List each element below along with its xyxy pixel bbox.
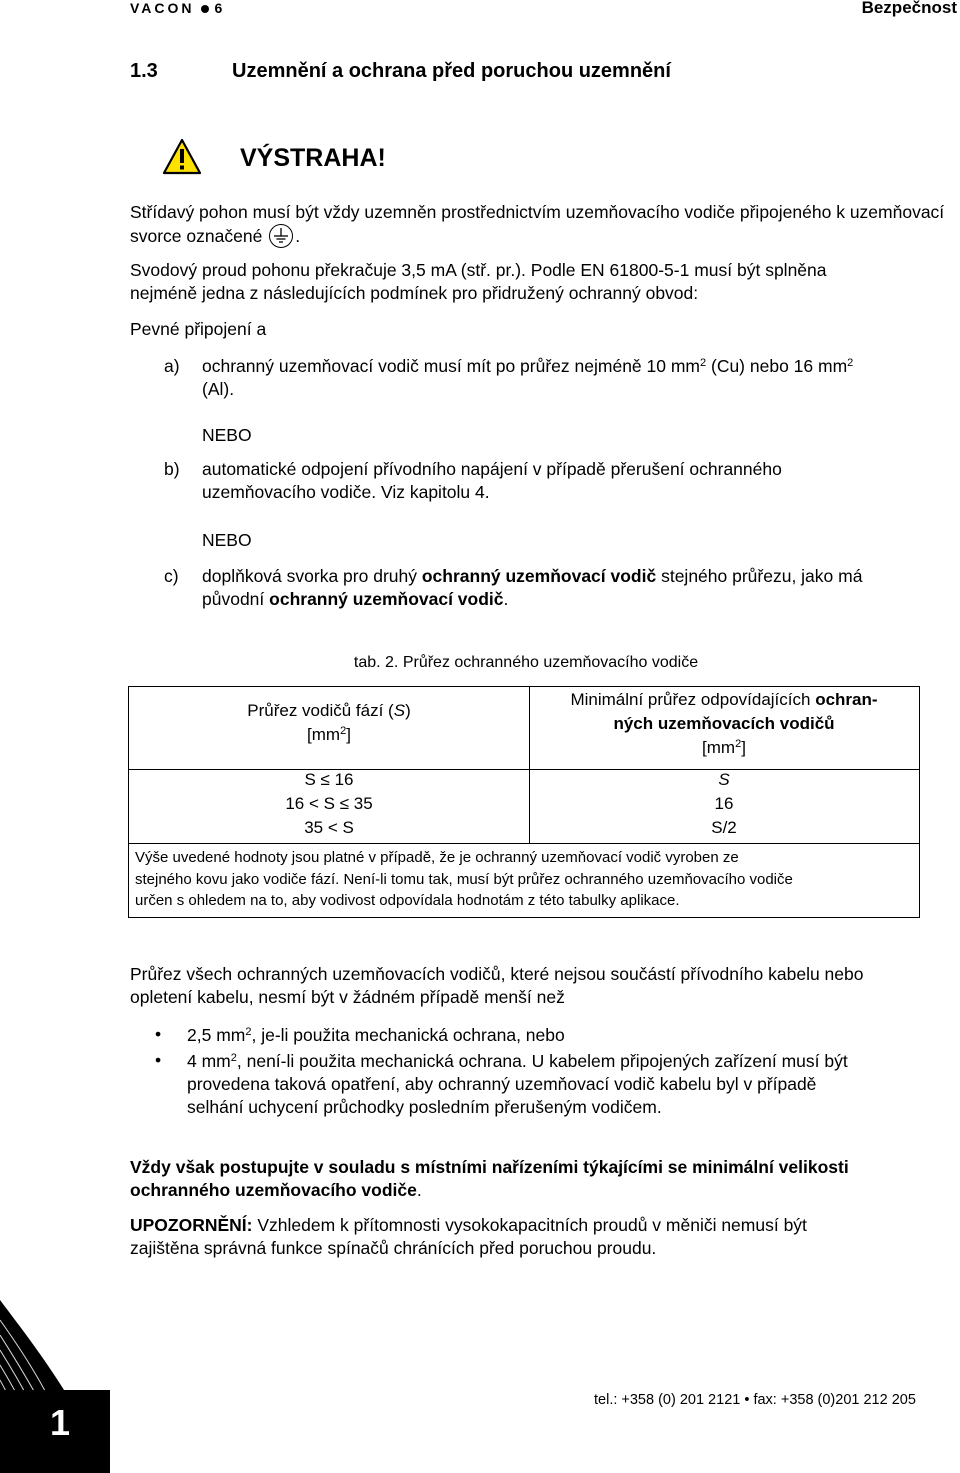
b1-sup: 2 bbox=[245, 1026, 252, 1038]
or-separator: NEBO bbox=[202, 530, 252, 550]
para-grounding-text: Střídavý pohon musí být vždy uzemněn prostřednictvím uzemňovacího vodiče připojeného k uzemňovací svorce označené bbox=[130, 202, 945, 246]
th-right-sup: 2 bbox=[735, 738, 742, 750]
bullet-item-2 bbox=[187, 1050, 947, 1119]
decorative-wave-graphic bbox=[0, 1300, 110, 1473]
b1-post: , je-li použita mechanická ochrana, nebo bbox=[251, 1025, 565, 1045]
brand-name: VACON bbox=[130, 0, 195, 16]
brand-logo bbox=[130, 0, 225, 16]
para-local-regulations-end: . bbox=[416, 1180, 422, 1200]
th-left-text: Průřez vodičů fází ( bbox=[247, 701, 394, 720]
item-c-bold2: ochranný uzemňovací vodič bbox=[269, 589, 504, 609]
table-divider bbox=[129, 843, 919, 844]
warning-title: VÝSTRAHA! bbox=[240, 144, 386, 172]
bullet-icon: • bbox=[155, 1024, 162, 1044]
para-grounding-tail: . bbox=[295, 226, 301, 246]
item-c-pre2: původní bbox=[202, 589, 270, 609]
bullet-icon: • bbox=[155, 1050, 162, 1070]
conductor-table bbox=[128, 686, 920, 918]
section-number: 1.3 bbox=[130, 60, 158, 82]
para-local-regulations bbox=[130, 1156, 945, 1202]
item-a-sup2: 2 bbox=[847, 357, 854, 369]
table-note-line: Výše uvedené hodnoty jsou platné v případě, že je ochranný uzemňovací vodič vyroben ze bbox=[135, 849, 739, 866]
table-cell: S/2 bbox=[711, 818, 737, 837]
b2-sup: 2 bbox=[230, 1052, 237, 1064]
para-notice bbox=[130, 1214, 945, 1260]
para-leakage-line2: nejméně jedna z následujících podmínek pro přidružený ochranný obvod: bbox=[130, 283, 699, 303]
b2-line3: selhání uchycení průchodky posledním přerušeným vodičem. bbox=[187, 1097, 662, 1117]
para-grounding bbox=[130, 201, 945, 248]
item-c-end: . bbox=[503, 589, 509, 609]
table-cell: 16 bbox=[714, 794, 734, 813]
separator-dot-icon bbox=[201, 5, 209, 13]
para-cross-section-line2: opletení kabelu, nesmí být v žádném případě menší než bbox=[130, 987, 565, 1007]
th-left-s: S bbox=[393, 701, 406, 720]
table-cell: 35 < S bbox=[304, 818, 354, 837]
warning-triangle-icon bbox=[162, 138, 202, 176]
item-b-line1: automatické odpojení přívodního napájení v případě přerušení ochranného bbox=[202, 459, 782, 479]
list-label-a: a) bbox=[164, 356, 180, 376]
th-right-end: ] bbox=[741, 738, 746, 757]
header-section-name: Bezpečnost bbox=[861, 0, 957, 17]
item-a-line2: (Al). bbox=[202, 379, 235, 399]
section-title-text: Uzemnění a ochrana před poruchou uzemnění bbox=[232, 60, 671, 82]
item-c-pre: doplňková svorka pro druhý bbox=[202, 566, 422, 586]
bullet-item-1 bbox=[187, 1024, 947, 1047]
notice-line1: Vzhledem k přítomnosti vysokokapacitních proudů v měniči nemusí být bbox=[252, 1215, 807, 1235]
item-a-mid: (Cu) nebo 16 mm bbox=[706, 356, 848, 376]
list-label-b: b) bbox=[164, 459, 180, 479]
b1-pre: 2,5 mm bbox=[187, 1025, 246, 1045]
b2-line2: provedena taková opatření, aby ochranný uzemňovací vodič kabelu byl v případě bbox=[187, 1074, 817, 1094]
footer-page-number: 1 bbox=[50, 1402, 71, 1443]
item-a-sup1: 2 bbox=[700, 357, 707, 369]
table-note-line: stejného kovu jako vodiče fází. Není-li tomu tak, musí být průřez ochranného uzemňovacího vodiče bbox=[135, 870, 793, 888]
table-header-left bbox=[129, 699, 529, 747]
list-text-b bbox=[202, 458, 947, 504]
item-c-bold1: ochranný uzemňovací vodič bbox=[421, 566, 657, 586]
table-cell: S ≤ 16 bbox=[304, 770, 354, 789]
table-header-right bbox=[529, 688, 919, 760]
para-local-regulations-line2: ochranného uzemňovacího vodiče bbox=[130, 1180, 417, 1200]
table-left-values bbox=[129, 768, 529, 840]
header-page-number: 6 bbox=[214, 0, 226, 16]
or-separator: NEBO bbox=[202, 425, 252, 445]
list-text-c bbox=[202, 565, 947, 611]
table-right-values bbox=[529, 768, 919, 840]
table-cell: 16 < S ≤ 35 bbox=[285, 794, 373, 813]
para-local-regulations-line1: Vždy však postupujte v souladu s místními nařízeními týkajícími se minimální velikosti bbox=[130, 1157, 849, 1177]
item-a-pre: ochranný uzemňovací vodič musí mít po průřez nejméně 10 mm bbox=[202, 356, 700, 376]
item-c-mid: stejného průřezu, jako má bbox=[656, 566, 863, 586]
table-caption: tab. 2. Průřez ochranného uzemňovacího vodiče bbox=[353, 654, 699, 671]
th-right-bold1: ochran- bbox=[815, 690, 878, 709]
th-right-bold2: ných uzemňovacích vodičů bbox=[613, 714, 835, 733]
footer-contact: tel.: +358 (0) 201 2121 • fax: +358 (0)201 212 205 bbox=[594, 1392, 916, 1408]
table-cell: S bbox=[718, 770, 730, 789]
notice-label: UPOZORNĚNÍ: bbox=[130, 1215, 253, 1235]
notice-line2: zajištěna správná funkce spínačů chránících před poruchou proudu. bbox=[130, 1238, 657, 1258]
th-left-end: ] bbox=[346, 725, 351, 744]
ground-symbol-icon bbox=[269, 224, 293, 248]
th-right-unit: [mm bbox=[702, 738, 736, 757]
b2-post: , není-li použita mechanická ochrana. U kabelem připojených zařízení musí být bbox=[236, 1051, 848, 1071]
th-right-text: Minimální průřez odpovídajících bbox=[570, 690, 816, 709]
th-left-unit: [mm bbox=[307, 725, 341, 744]
list-text-a bbox=[202, 355, 947, 401]
para-cross-section bbox=[130, 963, 945, 1009]
th-left-sup: 2 bbox=[340, 725, 347, 737]
para-fixed-connection: Pevné připojení a bbox=[130, 319, 267, 339]
para-cross-section-line1: Průřez všech ochranných uzemňovacích vodičů, které nejsou součástí přívodního kabelu nebo bbox=[130, 964, 864, 984]
b2-pre: 4 mm bbox=[187, 1051, 231, 1071]
table-note bbox=[135, 847, 915, 912]
section-title bbox=[130, 60, 671, 83]
list-label-c: c) bbox=[164, 566, 179, 586]
para-leakage-line1: Svodový proud pohonu překračuje 3,5 mA (stř. pr.). Podle EN 61800-5-1 musí být splněna bbox=[130, 260, 827, 280]
table-note-line: určen s ohledem na to, aby vodivost odpovídala hodnotám z této tabulky aplikace. bbox=[135, 892, 680, 909]
item-b-line2: uzemňovacího vodiče. Viz kapitolu 4. bbox=[202, 482, 490, 502]
th-left-close: ) bbox=[405, 701, 411, 720]
para-leakage bbox=[130, 259, 945, 305]
